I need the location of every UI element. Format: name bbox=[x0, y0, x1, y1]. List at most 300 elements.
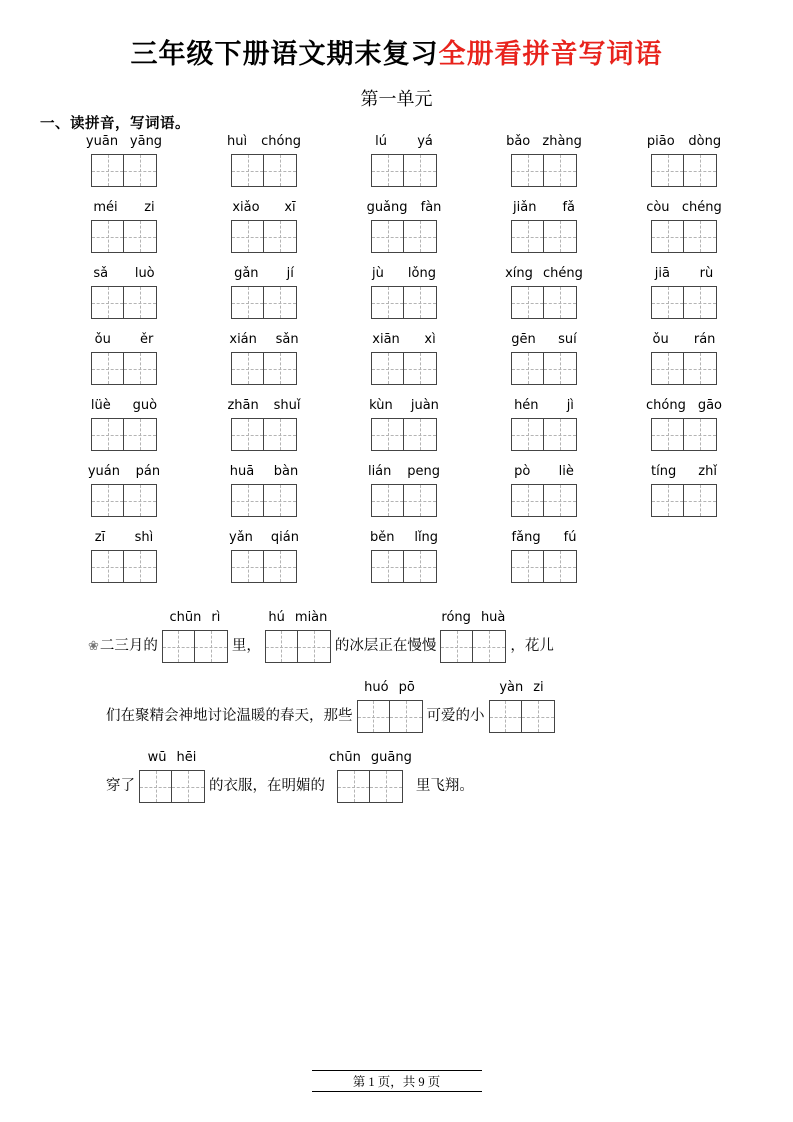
pinyin-syllable: yá bbox=[417, 134, 433, 149]
tianzige-cell[interactable] bbox=[124, 220, 157, 253]
tianzige-cell[interactable] bbox=[371, 550, 404, 583]
tianzige-cell[interactable] bbox=[544, 352, 577, 385]
tianzige-boxes[interactable] bbox=[231, 352, 297, 385]
tianzige-cell[interactable] bbox=[357, 700, 390, 733]
tianzige-cell[interactable] bbox=[264, 154, 297, 187]
pinyin-syllable: lián bbox=[367, 464, 392, 479]
pinyin-syllable: zhān bbox=[227, 398, 259, 413]
pinyin-syllable: dòng bbox=[688, 134, 722, 149]
tianzige-cell[interactable] bbox=[231, 418, 264, 451]
word-cell[interactable] bbox=[496, 133, 592, 187]
tianzige-cell[interactable] bbox=[139, 770, 172, 803]
pinyin-label bbox=[640, 397, 728, 415]
word-row bbox=[28, 331, 765, 385]
pinyin-label bbox=[500, 331, 588, 349]
tianzige-cell[interactable] bbox=[91, 220, 124, 253]
tianzige-cell[interactable] bbox=[651, 220, 684, 253]
tianzige-cell[interactable] bbox=[404, 286, 437, 319]
tianzige-cell[interactable] bbox=[440, 630, 473, 663]
tianzige-cell[interactable] bbox=[124, 286, 157, 319]
tianzige-cell[interactable] bbox=[172, 770, 205, 803]
pinyin-label bbox=[640, 463, 728, 481]
sentence-text: 的衣服，在明媚的 bbox=[209, 778, 325, 794]
tianzige-cell[interactable] bbox=[264, 418, 297, 451]
pinyin-syllable: lüè bbox=[90, 398, 111, 413]
word-cell[interactable] bbox=[76, 133, 172, 187]
tianzige-cell[interactable] bbox=[124, 484, 157, 517]
blank-huo-po[interactable] bbox=[357, 679, 423, 733]
pinyin-syllable: pán bbox=[135, 464, 161, 479]
pinyin-label bbox=[360, 463, 448, 481]
pinyin-label bbox=[640, 265, 728, 283]
tianzige-cell[interactable] bbox=[264, 484, 297, 517]
tianzige-cell[interactable] bbox=[91, 418, 124, 451]
tianzige-boxes[interactable] bbox=[511, 286, 577, 319]
footer-page-number: 第 1 页，共 9 页 bbox=[312, 1070, 482, 1092]
word-cell[interactable] bbox=[76, 463, 172, 517]
tianzige-cell[interactable] bbox=[544, 550, 577, 583]
pinyin-syllable: yuān bbox=[85, 134, 119, 149]
section-label: 一、读拼音，写词语。 bbox=[40, 116, 190, 132]
tianzige-boxes[interactable] bbox=[231, 550, 297, 583]
pinyin-syllable: fǎng bbox=[511, 530, 541, 545]
tianzige-cell[interactable] bbox=[684, 220, 717, 253]
pinyin-syllable: jiǎn bbox=[513, 200, 537, 215]
tianzige-cell[interactable] bbox=[91, 484, 124, 517]
tianzige-cell[interactable] bbox=[544, 286, 577, 319]
pinyin-label bbox=[220, 265, 308, 283]
tianzige-boxes[interactable] bbox=[371, 286, 437, 319]
tianzige-cell[interactable] bbox=[511, 550, 544, 583]
tianzige-cell[interactable] bbox=[544, 484, 577, 517]
page-footer bbox=[0, 1070, 793, 1092]
pinyin-label bbox=[360, 529, 448, 547]
sentence-text: 可爱的小 bbox=[426, 708, 485, 724]
sentence-section bbox=[28, 609, 765, 803]
pinyin-label: yàn zi bbox=[499, 680, 544, 695]
tianzige-boxes[interactable] bbox=[511, 418, 577, 451]
sentence-text: 的冰层正在慢慢 bbox=[334, 638, 437, 654]
tianzige-boxes[interactable] bbox=[489, 700, 555, 733]
pinyin-syllable: luò bbox=[134, 266, 155, 281]
pinyin-syllable: ǒu bbox=[94, 332, 111, 347]
pinyin-syllable: xī bbox=[284, 200, 296, 215]
tianzige-boxes[interactable] bbox=[337, 770, 403, 803]
tianzige-boxes[interactable] bbox=[231, 154, 297, 187]
tianzige-boxes[interactable] bbox=[371, 484, 437, 517]
pinyin-syllable: jiā bbox=[654, 266, 670, 281]
pinyin-label bbox=[360, 265, 448, 283]
pinyin-syllable: yāng bbox=[129, 134, 163, 149]
pinyin-label: chūn rì bbox=[169, 610, 221, 625]
tianzige-boxes[interactable] bbox=[371, 550, 437, 583]
pinyin-syllable: hén bbox=[514, 398, 539, 413]
tianzige-cell[interactable] bbox=[651, 418, 684, 451]
tianzige-cell[interactable] bbox=[264, 286, 297, 319]
pinyin-syllable: liè bbox=[558, 464, 574, 479]
sentence-line-1 bbox=[28, 609, 765, 663]
tianzige-boxes[interactable] bbox=[440, 630, 506, 663]
pinyin-label bbox=[80, 265, 168, 283]
pinyin-label bbox=[220, 529, 308, 547]
tianzige-boxes[interactable] bbox=[91, 418, 157, 451]
pinyin-syllable: xián bbox=[229, 332, 257, 347]
tianzige-cell[interactable] bbox=[371, 220, 404, 253]
word-cell[interactable] bbox=[356, 265, 452, 319]
tianzige-cell[interactable] bbox=[264, 352, 297, 385]
tianzige-cell[interactable] bbox=[651, 286, 684, 319]
word-cell[interactable] bbox=[76, 199, 172, 253]
blank-chun-ri[interactable] bbox=[162, 609, 228, 663]
tianzige-cell[interactable] bbox=[162, 630, 195, 663]
pinyin-label bbox=[220, 133, 308, 151]
word-row bbox=[28, 463, 765, 517]
tianzige-cell[interactable] bbox=[298, 630, 331, 663]
pinyin-syllable: xíng bbox=[505, 266, 533, 281]
word-cell[interactable] bbox=[216, 265, 312, 319]
word-cell[interactable] bbox=[216, 463, 312, 517]
tianzige-boxes[interactable] bbox=[651, 220, 717, 253]
pinyin-syllable: rù bbox=[699, 266, 714, 281]
tianzige-cell[interactable] bbox=[265, 630, 298, 663]
tianzige-cell[interactable] bbox=[231, 484, 264, 517]
pinyin-syllable: zī bbox=[94, 530, 106, 545]
pinyin-label bbox=[640, 199, 728, 217]
pinyin-syllable: jù bbox=[372, 266, 384, 281]
word-cell[interactable] bbox=[496, 265, 592, 319]
tianzige-cell[interactable] bbox=[544, 418, 577, 451]
word-cell[interactable] bbox=[636, 331, 732, 385]
pinyin-syllable: piāo bbox=[646, 134, 675, 149]
pinyin-syllable: fú bbox=[563, 530, 577, 545]
tianzige-cell[interactable] bbox=[337, 770, 370, 803]
pinyin-label: hú miàn bbox=[268, 610, 328, 625]
blank-yan-zi[interactable] bbox=[489, 679, 555, 733]
tianzige-cell[interactable] bbox=[91, 550, 124, 583]
pinyin-label: huó pō bbox=[364, 680, 415, 695]
tianzige-cell[interactable] bbox=[404, 418, 437, 451]
pinyin-syllable: yǎn bbox=[229, 530, 253, 545]
word-cell[interactable] bbox=[356, 133, 452, 187]
tianzige-boxes[interactable] bbox=[91, 352, 157, 385]
tianzige-cell[interactable] bbox=[473, 630, 506, 663]
pinyin-syllable: pò bbox=[514, 464, 531, 479]
tianzige-cell[interactable] bbox=[390, 700, 423, 733]
pinyin-syllable: bàn bbox=[273, 464, 299, 479]
tianzige-boxes[interactable] bbox=[231, 484, 297, 517]
word-cell[interactable] bbox=[216, 397, 312, 451]
tianzige-cell[interactable] bbox=[91, 154, 124, 187]
word-cell[interactable] bbox=[496, 463, 592, 517]
pinyin-label bbox=[360, 133, 448, 151]
pinyin-label bbox=[360, 397, 448, 415]
sentence-text: 二三月的 bbox=[99, 638, 158, 654]
pinyin-label bbox=[500, 463, 588, 481]
tianzige-cell[interactable] bbox=[511, 418, 544, 451]
pinyin-label bbox=[500, 529, 588, 547]
tianzige-boxes[interactable] bbox=[651, 286, 717, 319]
page-title-black: 三年级下册语文期末复习 bbox=[130, 39, 439, 69]
pinyin-syllable: gāo bbox=[697, 398, 722, 413]
tianzige-boxes[interactable] bbox=[511, 352, 577, 385]
pinyin-syllable: zhǐ bbox=[698, 464, 717, 479]
word-row bbox=[28, 133, 765, 187]
tianzige-cell[interactable] bbox=[404, 550, 437, 583]
tianzige-cell[interactable] bbox=[544, 220, 577, 253]
tianzige-boxes[interactable] bbox=[91, 286, 157, 319]
pinyin-label: wū hēi bbox=[147, 750, 197, 765]
tianzige-boxes[interactable] bbox=[371, 154, 437, 187]
tianzige-boxes[interactable] bbox=[651, 154, 717, 187]
pinyin-syllable: jì bbox=[566, 398, 574, 413]
pinyin-label bbox=[360, 199, 448, 217]
tianzige-cell[interactable] bbox=[684, 154, 717, 187]
word-cell[interactable] bbox=[216, 331, 312, 385]
pinyin-label bbox=[360, 331, 448, 349]
pinyin-syllable: chóng bbox=[261, 134, 301, 149]
sentence-text: 们在聚精会神地讨论温暖的春天，那些 bbox=[106, 708, 353, 724]
sentence-line-2 bbox=[28, 679, 765, 733]
tianzige-boxes[interactable] bbox=[371, 352, 437, 385]
pinyin-syllable: lǐng bbox=[414, 530, 439, 545]
tianzige-cell[interactable] bbox=[264, 220, 297, 253]
tianzige-cell[interactable] bbox=[124, 418, 157, 451]
tianzige-cell[interactable] bbox=[371, 418, 404, 451]
tianzige-cell[interactable] bbox=[684, 418, 717, 451]
page-title-red: 全册看拼音写词语 bbox=[438, 39, 663, 69]
tianzige-boxes[interactable] bbox=[91, 484, 157, 517]
word-row bbox=[28, 265, 765, 319]
tianzige-cell[interactable] bbox=[371, 154, 404, 187]
word-cell[interactable] bbox=[496, 529, 592, 583]
tianzige-boxes[interactable] bbox=[357, 700, 423, 733]
blank-wu-hei[interactable] bbox=[139, 749, 205, 803]
sentence-text: 里飞翔。 bbox=[415, 778, 474, 794]
tianzige-cell[interactable] bbox=[371, 352, 404, 385]
pinyin-syllable: xì bbox=[424, 332, 436, 347]
word-row bbox=[28, 397, 765, 451]
word-cell[interactable] bbox=[636, 133, 732, 187]
pinyin-syllable: jí bbox=[286, 266, 294, 281]
tianzige-boxes[interactable] bbox=[91, 550, 157, 583]
pinyin-syllable: shuǐ bbox=[273, 398, 301, 413]
pinyin-label bbox=[80, 331, 168, 349]
pinyin-syllable: lǒng bbox=[407, 266, 436, 281]
blank-hu-mian[interactable] bbox=[265, 609, 331, 663]
pinyin-syllable: xiǎo bbox=[232, 200, 260, 215]
pinyin-syllable: huā bbox=[229, 464, 255, 479]
pinyin-syllable: guò bbox=[132, 398, 158, 413]
tianzige-boxes[interactable] bbox=[265, 630, 331, 663]
pinyin-syllable: huì bbox=[227, 134, 248, 149]
tianzige-boxes[interactable] bbox=[231, 418, 297, 451]
word-row bbox=[28, 529, 765, 583]
tianzige-cell[interactable] bbox=[91, 286, 124, 319]
tianzige-cell[interactable] bbox=[651, 484, 684, 517]
tianzige-cell[interactable] bbox=[124, 352, 157, 385]
tianzige-boxes[interactable] bbox=[651, 352, 717, 385]
word-cell[interactable] bbox=[496, 199, 592, 253]
pinyin-syllable: sǎn bbox=[275, 332, 299, 347]
sentence-line-3 bbox=[28, 749, 765, 803]
page-title bbox=[28, 0, 765, 71]
word-cell[interactable] bbox=[76, 397, 172, 451]
tianzige-cell[interactable] bbox=[231, 154, 264, 187]
sentence-text: 里， bbox=[231, 638, 261, 654]
pinyin-label bbox=[220, 331, 308, 349]
tianzige-boxes[interactable] bbox=[651, 484, 717, 517]
tianzige-cell[interactable] bbox=[404, 352, 437, 385]
pinyin-label bbox=[80, 463, 168, 481]
tianzige-cell[interactable] bbox=[370, 770, 403, 803]
pinyin-syllable: còu bbox=[646, 200, 670, 215]
word-row bbox=[28, 199, 765, 253]
pinyin-label bbox=[220, 397, 308, 415]
tianzige-cell[interactable] bbox=[684, 352, 717, 385]
flower-icon: ❀ bbox=[88, 638, 99, 653]
pinyin-syllable: juàn bbox=[410, 398, 439, 413]
tianzige-boxes[interactable] bbox=[511, 484, 577, 517]
pinyin-syllable: qián bbox=[270, 530, 299, 545]
word-cell[interactable] bbox=[636, 199, 732, 253]
tianzige-cell[interactable] bbox=[684, 286, 717, 319]
pinyin-syllable: chéng bbox=[543, 266, 583, 281]
pinyin-syllable: chéng bbox=[681, 200, 722, 215]
tianzige-boxes[interactable] bbox=[231, 286, 297, 319]
word-cell[interactable] bbox=[76, 331, 172, 385]
pinyin-syllable: zhàng bbox=[542, 134, 582, 149]
tianzige-cell[interactable] bbox=[264, 550, 297, 583]
tianzige-cell[interactable] bbox=[511, 220, 544, 253]
word-cell[interactable] bbox=[356, 529, 452, 583]
tianzige-boxes[interactable] bbox=[91, 154, 157, 187]
pinyin-syllable: fàn bbox=[420, 200, 442, 215]
pinyin-label bbox=[500, 199, 588, 217]
pinyin-syllable: gǎn bbox=[234, 266, 259, 281]
tianzige-cell[interactable] bbox=[124, 550, 157, 583]
tianzige-cell[interactable] bbox=[231, 220, 264, 253]
word-cell[interactable] bbox=[636, 265, 732, 319]
tianzige-cell[interactable] bbox=[651, 154, 684, 187]
word-cell[interactable] bbox=[496, 397, 592, 451]
pinyin-syllable: gēn bbox=[511, 332, 536, 347]
pinyin-label bbox=[80, 199, 168, 217]
tianzige-cell[interactable] bbox=[195, 630, 228, 663]
word-cell[interactable] bbox=[636, 397, 732, 451]
tianzige-cell[interactable] bbox=[511, 352, 544, 385]
tianzige-cell[interactable] bbox=[651, 352, 684, 385]
blank-chun-guang[interactable] bbox=[329, 749, 412, 803]
pinyin-label bbox=[500, 265, 588, 283]
pinyin-label bbox=[640, 331, 728, 349]
pinyin-syllable: lú bbox=[375, 134, 387, 149]
pinyin-label: chūn guāng bbox=[329, 750, 412, 765]
pinyin-label bbox=[220, 199, 308, 217]
tianzige-boxes[interactable] bbox=[371, 418, 437, 451]
tianzige-cell[interactable] bbox=[522, 700, 555, 733]
tianzige-cell[interactable] bbox=[231, 550, 264, 583]
pinyin-syllable: peng bbox=[407, 464, 441, 479]
pinyin-syllable: ěr bbox=[140, 332, 154, 347]
word-cell[interactable] bbox=[216, 529, 312, 583]
word-cell[interactable] bbox=[356, 331, 452, 385]
word-grid bbox=[28, 133, 765, 583]
tianzige-cell[interactable] bbox=[91, 352, 124, 385]
tianzige-cell[interactable] bbox=[684, 484, 717, 517]
pinyin-syllable: guǎng bbox=[366, 200, 408, 215]
tianzige-boxes[interactable] bbox=[511, 550, 577, 583]
pinyin-syllable: yuán bbox=[87, 464, 120, 479]
tianzige-cell[interactable] bbox=[231, 286, 264, 319]
pinyin-syllable: běn bbox=[369, 530, 395, 545]
word-cell[interactable] bbox=[356, 397, 452, 451]
word-cell[interactable] bbox=[76, 265, 172, 319]
sentence-text: 穿了 bbox=[106, 778, 135, 794]
pinyin-label bbox=[80, 133, 168, 151]
tianzige-boxes[interactable] bbox=[162, 630, 228, 663]
pinyin-syllable: xiān bbox=[372, 332, 400, 347]
pinyin-label: róng huà bbox=[441, 610, 506, 625]
pinyin-syllable: zi bbox=[144, 200, 155, 215]
word-cell[interactable] bbox=[76, 529, 172, 583]
pinyin-syllable: méi bbox=[93, 200, 118, 215]
word-cell[interactable] bbox=[216, 133, 312, 187]
word-cell[interactable] bbox=[356, 199, 452, 253]
tianzige-cell[interactable] bbox=[124, 154, 157, 187]
tianzige-boxes[interactable] bbox=[139, 770, 205, 803]
tianzige-cell[interactable] bbox=[489, 700, 522, 733]
pinyin-label bbox=[80, 397, 168, 415]
tianzige-boxes[interactable] bbox=[651, 418, 717, 451]
tianzige-cell[interactable] bbox=[231, 352, 264, 385]
tianzige-boxes[interactable] bbox=[511, 220, 577, 253]
blank-rong-hua[interactable] bbox=[440, 609, 506, 663]
tianzige-boxes[interactable] bbox=[371, 220, 437, 253]
pinyin-label bbox=[500, 133, 588, 151]
tianzige-boxes[interactable] bbox=[91, 220, 157, 253]
pinyin-syllable: ǒu bbox=[652, 332, 669, 347]
tianzige-cell[interactable] bbox=[404, 484, 437, 517]
tianzige-cell[interactable] bbox=[371, 286, 404, 319]
word-cell[interactable] bbox=[356, 463, 452, 517]
pinyin-syllable: bǎo bbox=[506, 134, 531, 149]
tianzige-cell[interactable] bbox=[511, 154, 544, 187]
pinyin-syllable: fǎ bbox=[562, 200, 575, 215]
pinyin-syllable: kùn bbox=[369, 398, 393, 413]
tianzige-cell[interactable] bbox=[404, 154, 437, 187]
tianzige-boxes[interactable] bbox=[231, 220, 297, 253]
pinyin-label bbox=[220, 463, 308, 481]
sentence-text: ，花儿 bbox=[510, 638, 554, 654]
word-cell[interactable] bbox=[216, 199, 312, 253]
word-cell[interactable] bbox=[496, 331, 592, 385]
tianzige-cell[interactable] bbox=[371, 484, 404, 517]
pinyin-label bbox=[80, 529, 168, 547]
pinyin-syllable: rán bbox=[693, 332, 716, 347]
pinyin-label bbox=[500, 397, 588, 415]
pinyin-syllable: chóng bbox=[645, 398, 686, 413]
tianzige-cell[interactable] bbox=[404, 220, 437, 253]
pinyin-label bbox=[640, 133, 728, 151]
tianzige-boxes[interactable] bbox=[511, 154, 577, 187]
tianzige-cell[interactable] bbox=[544, 154, 577, 187]
pinyin-syllable: suí bbox=[558, 332, 577, 347]
pinyin-syllable: shì bbox=[134, 530, 154, 545]
tianzige-cell[interactable] bbox=[511, 484, 544, 517]
tianzige-cell[interactable] bbox=[511, 286, 544, 319]
pinyin-syllable: tíng bbox=[651, 464, 677, 479]
word-cell[interactable] bbox=[636, 463, 732, 517]
